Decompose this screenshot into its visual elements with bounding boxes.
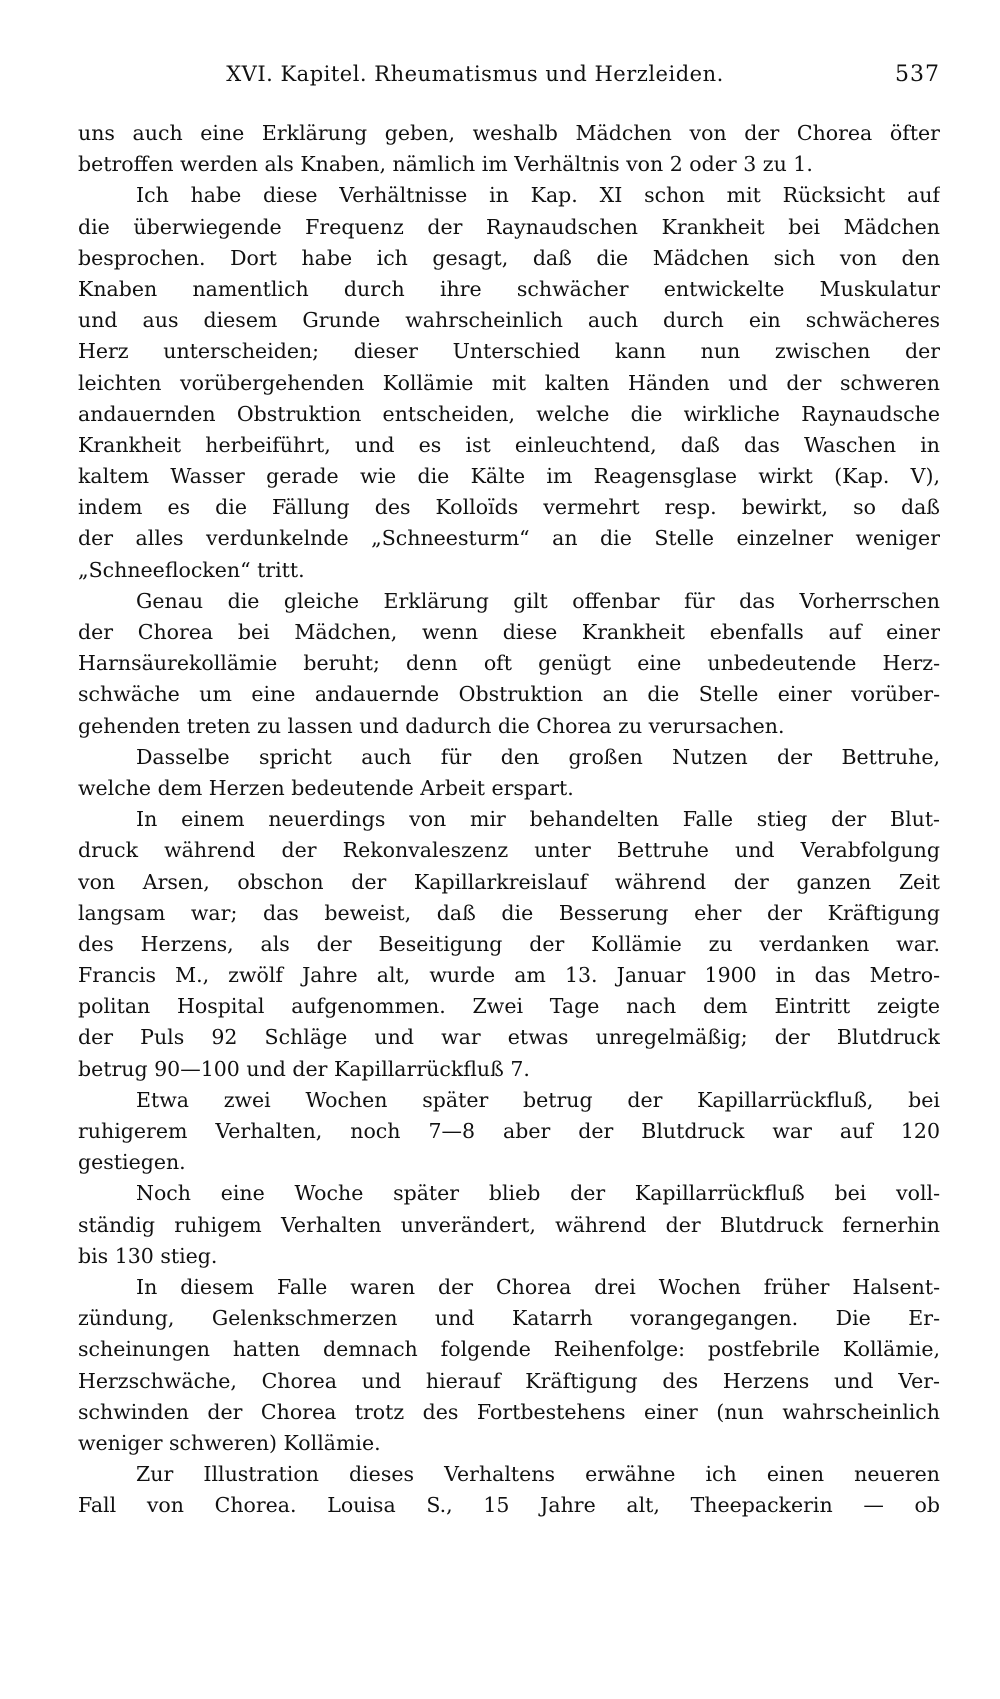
text-line: Etwa zwei Wochen später betrug der Kapillarrückfluß, bei	[136, 1087, 940, 1112]
text-line: ruhigerem Verhalten, noch 7—8 aber der Blutdruck war auf 120	[78, 1119, 940, 1143]
text-line: Knaben namentlich durch ihre schwächer entwickelte Muskulatur	[78, 276, 940, 301]
text-line: uns auch eine Erklärung geben, weshalb Mädchen von der Chorea öfter	[78, 121, 940, 145]
text-line: kaltem Wasser gerade wie die Kälte im Reagensglase wirkt (Kap. V),	[78, 464, 940, 489]
text-line: politan Hospital aufgenommen. Zwei Tage nach dem Eintritt zeigte	[78, 994, 940, 1019]
text-line: betroffen werden als Knaben, nämlich im Verhältnis von 2 oder 3 zu 1.	[78, 152, 813, 177]
text-line: Harnsäurekollämie beruht; denn oft genügt eine unbedeutende Herz-	[78, 651, 940, 676]
text-line: scheinungen hatten demnach folgende Reihenfolge: postfebrile Kollämie,	[78, 1337, 940, 1362]
text-line: Zur Illustration dieses Verhaltens erwähne ich einen neueren	[136, 1462, 940, 1487]
text-line: ständig ruhigem Verhalten unverändert, während der Blutdruck fernerhin	[78, 1212, 940, 1237]
text-line: der alles verdunkelnde „Schneesturm“ an die Stelle einzelner weniger	[78, 526, 940, 551]
text-line: gestiegen.	[78, 1150, 186, 1175]
text-line: und aus diesem Grunde wahrscheinlich auch durch ein schwächeres	[78, 308, 940, 333]
text-line: Krankheit herbeiführt, und es ist einleuchtend, daß das Waschen in	[78, 432, 940, 457]
text-line: Fall von Chorea. Louisa S., 15 Jahre alt, Theepackerin — ob	[78, 1493, 940, 1518]
running-title: XVI. Kapitel. Rheumatismus und Herzleiden.	[226, 62, 724, 86]
text-line: der Puls 92 Schläge und war etwas unregelmäßig; der Blutdruck	[78, 1025, 940, 1050]
text-line: die überwiegende Frequenz der Raynaudschen Krankheit bei Mädchen	[78, 214, 940, 239]
text-line: indem es die Fällung des Kolloïds vermehrt resp. bewirkt, so daß	[78, 495, 940, 520]
text-line: zündung, Gelenkschmerzen und Katarrh vorangegangen. Die Er-	[78, 1306, 940, 1331]
text-line: Genau die gleiche Erklärung gilt offenbar für das Vorherrschen	[136, 588, 940, 613]
text-line: Herzschwäche, Chorea und hierauf Kräftigung des Herzens und Ver-	[78, 1368, 940, 1393]
text-line: schwäche um eine andauernde Obstruktion an die Stelle einer vorüber-	[78, 682, 940, 707]
text-line: von Arsen, obschon der Kapillarkreislauf während der ganzen Zeit	[78, 869, 940, 894]
text-line: betrug 90—100 und der Kapillarrückfluß 7.	[78, 1056, 530, 1081]
text-line: gehenden treten zu lassen und dadurch die Chorea zu verursachen.	[78, 713, 785, 738]
text-line: In einem neuerdings von mir behandelten Falle stieg der Blut-	[136, 807, 940, 832]
page-number: 537	[895, 62, 940, 87]
text-line: leichten vorübergehenden Kollämie mit kalten Händen und der schweren	[78, 370, 940, 395]
text-line: andauernden Obstruktion entscheiden, welche die wirkliche Raynaudsche	[78, 401, 940, 426]
page-header	[80, 62, 940, 98]
text-line: besprochen. Dort habe ich gesagt, daß die Mädchen sich von den	[78, 245, 940, 270]
text-line: Francis M., zwölf Jahre alt, wurde am 13. Januar 1900 in das Metro-	[78, 963, 940, 988]
text-line: „Schneeflocken“ tritt.	[78, 557, 305, 582]
body-text	[78, 118, 940, 1521]
text-line: Dasselbe spricht auch für den großen Nutzen der Bettruhe,	[136, 744, 940, 769]
text-line: In diesem Falle waren der Chorea drei Wochen früher Halsent-	[136, 1274, 940, 1299]
text-line: Herz unterscheiden; dieser Unterschied kann nun zwischen der	[78, 339, 940, 364]
text-line: bis 130 stieg.	[78, 1243, 218, 1268]
text-line: Noch eine Woche später blieb der Kapillarrückfluß bei voll-	[136, 1181, 940, 1206]
text-line: schwinden der Chorea trotz des Fortbestehens einer (nun wahrscheinlich	[78, 1399, 940, 1424]
text-line: langsam war; das beweist, daß die Besserung eher der Kräftigung	[78, 900, 940, 925]
text-line: weniger schweren) Kollämie.	[78, 1430, 381, 1455]
text-line: des Herzens, als der Beseitigung der Kollämie zu verdanken war.	[78, 931, 940, 956]
text-line: Ich habe diese Verhältnisse in Kap. XI schon mit Rücksicht auf	[136, 183, 940, 208]
text-line: druck während der Rekonvaleszenz unter Bettruhe und Verabfolgung	[78, 838, 940, 863]
text-line: der Chorea bei Mädchen, wenn diese Krankheit ebenfalls auf einer	[78, 620, 940, 644]
text-line: welche dem Herzen bedeutende Arbeit erspart.	[78, 775, 574, 800]
